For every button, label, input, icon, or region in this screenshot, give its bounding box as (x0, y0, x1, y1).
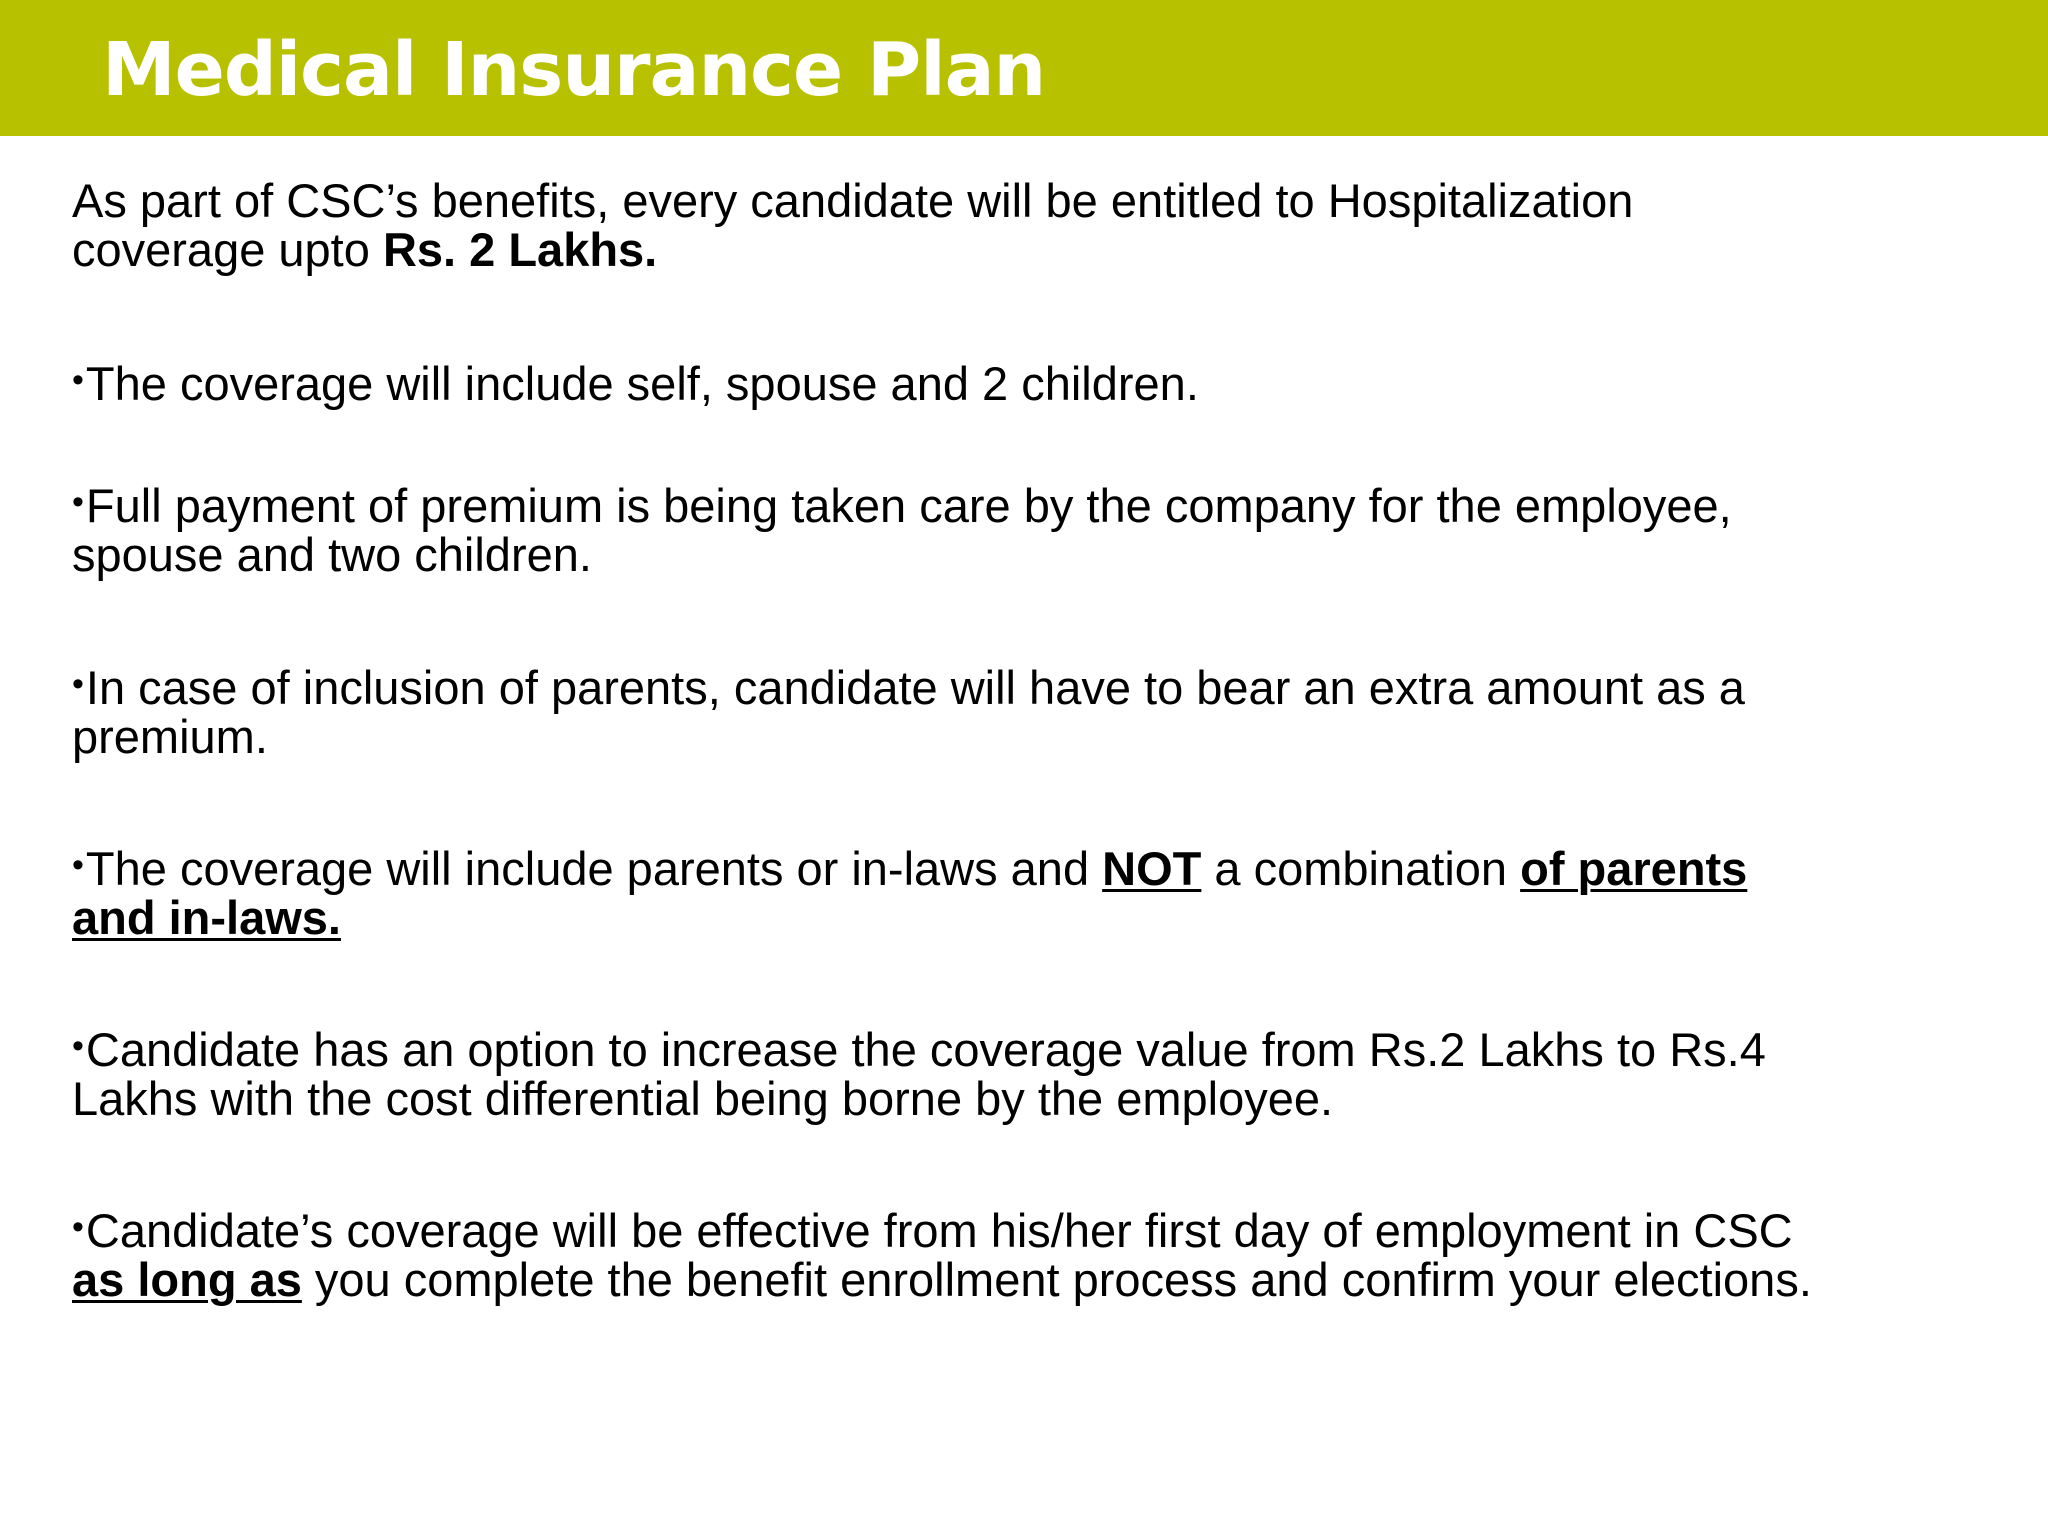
intro-line-2-prefix: coverage upto (72, 223, 383, 276)
bullet-text-line-2: you complete the benefit enrollment process and confirm your elections. (301, 1253, 1812, 1306)
bullet-icon: • (72, 1027, 84, 1065)
bullet-parents-or-inlaws (72, 841, 2012, 942)
bullet-text-line-1: In case of inclusion of parents, candidate will have to bear an extra amount as a (85, 661, 1745, 714)
intro-line-1: As part of CSC’s benefits, every candidate will be entitled to Hospitalization (72, 174, 1634, 227)
parents-emphasis: of parents (1520, 842, 1748, 895)
bullet-premium-payment (72, 478, 2012, 579)
bullet-text-line-2: spouse and two children. (72, 528, 592, 581)
bullet-parents-inclusion (72, 660, 2012, 761)
bullet-icon: • (72, 846, 84, 884)
bullet-icon: • (72, 361, 84, 399)
bullet-coverage-members (72, 356, 2012, 408)
slide-title: Medical Insurance Plan (102, 27, 1046, 113)
bullet-coverage-effective (72, 1203, 2012, 1304)
bullet-text-line-1: Candidate’s coverage will be effective from his/her first day of employment in CSC (85, 1204, 1793, 1257)
bullet-icon: • (72, 1208, 84, 1246)
coverage-amount: Rs. 2 Lakhs. (382, 223, 658, 276)
inlaws-emphasis: and in-laws. (72, 891, 341, 944)
bullet-text-line-1: Full payment of premium is being taken care by the company for the employee, (85, 479, 1732, 532)
bullet-text-line-2: premium. (72, 710, 268, 763)
bullet-text-line-1: Candidate has an option to increase the coverage value from Rs.2 Lakhs to Rs.4 (85, 1023, 1766, 1076)
intro-paragraph (72, 176, 2012, 274)
bullet-text: The coverage will include self, spouse and 2 children. (85, 357, 1199, 410)
not-emphasis: NOT (1102, 842, 1202, 895)
bullet-icon: • (72, 483, 84, 521)
bullet-text-line-2: Lakhs with the cost differential being borne by the employee. (72, 1072, 1334, 1125)
as-long-as-emphasis: as long as (72, 1253, 302, 1306)
bullet-icon: • (72, 665, 84, 703)
bullet-text-line-1a: The coverage will include parents or in-laws and (85, 842, 1103, 895)
bullet-text-line-1b: a combination (1201, 842, 1521, 895)
bullet-coverage-increase (72, 1022, 2012, 1123)
